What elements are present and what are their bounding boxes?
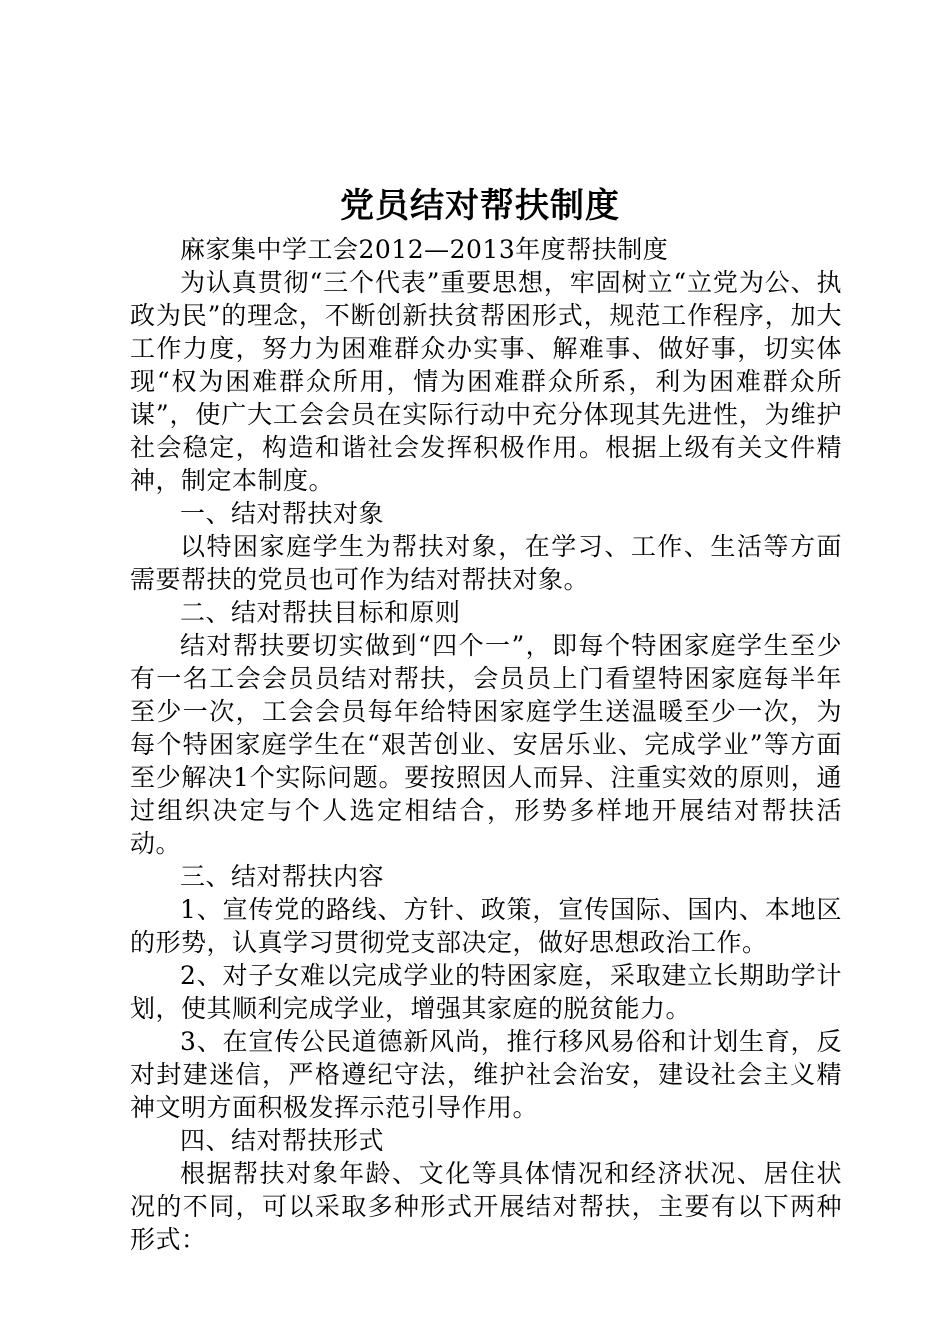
paragraph-subtitle: 麻家集中学工会2012—2013年度帮扶制度 xyxy=(180,235,669,264)
document-title: 党员结对帮扶制度 xyxy=(340,186,620,226)
paragraph-section-2: 结对帮扶要切实做到“四个一”，即每个特困家庭学生至少有一名工会会员员结对帮扶，会员员上门看望特困家庭每半年至少一次，工会会员每年给特困家庭学生送温暖至少一次，为每个特困家庭学生在“艰苦创业、安居乐业、完成学业”等方面至少解决1个实际问题。要按照因人而异、注重实效的原则，通过组织决定与个人选定相结合，形势多样地开展结对帮扶活动。 xyxy=(130,631,842,858)
paragraph-item-3: 3、在宣传公民道德新风尚，推行移风易俗和计划生育，反对封建迷信，严格遵纪守法，维护社会治安，建设社会主义精神文明方面积极发挥示范引导作用。 xyxy=(130,1027,842,1122)
paragraph-section-4: 根据帮扶对象年龄、文化等具体情况和经济状况、居住状况的不同，可以采取多种形式开展结对帮扶，主要有以下两种形式： xyxy=(130,1159,842,1254)
paragraph-item-1: 1、宣传党的路线、方针、政策，宣传国际、国内、本地区的形势，认真学习贯彻党支部决定，做好思想政治工作。 xyxy=(130,895,842,957)
paragraph-item-2: 2、对子女难以完成学业的特困家庭，采取建立长期助学计划，使其顺利完成学业，增强其家庭的脱贫能力。 xyxy=(130,961,842,1023)
section-heading-4: 四、结对帮扶形式 xyxy=(180,1126,385,1155)
document-body xyxy=(130,233,842,1256)
paragraph-section-1: 以特困家庭学生为帮扶对象，在学习、工作、生活等方面需要帮扶的党员也可作为结对帮扶对象。 xyxy=(130,532,842,594)
section-heading-1: 一、结对帮扶对象 xyxy=(180,499,385,528)
section-heading-3: 三、结对帮扶内容 xyxy=(180,862,385,891)
paragraph-intro: 为认真贯彻“三个代表”重要思想，牢固树立“立党为公、执政为民”的理念，不断创新扶贫帮困形式，规范工作程序，加大工作力度，努力为困难群众办实事、解难事、做好事，切实体现“权为困难群众所用，情为困难群众所系，利为困难群众所谋”，使广大工会会员在实际行动中充分体现其先进性，为维护社会稳定，构造和谐社会发挥积极作用。根据上级有关文件精神，制定本制度。 xyxy=(130,268,842,495)
section-heading-2: 二、结对帮扶目标和原则 xyxy=(180,598,461,627)
